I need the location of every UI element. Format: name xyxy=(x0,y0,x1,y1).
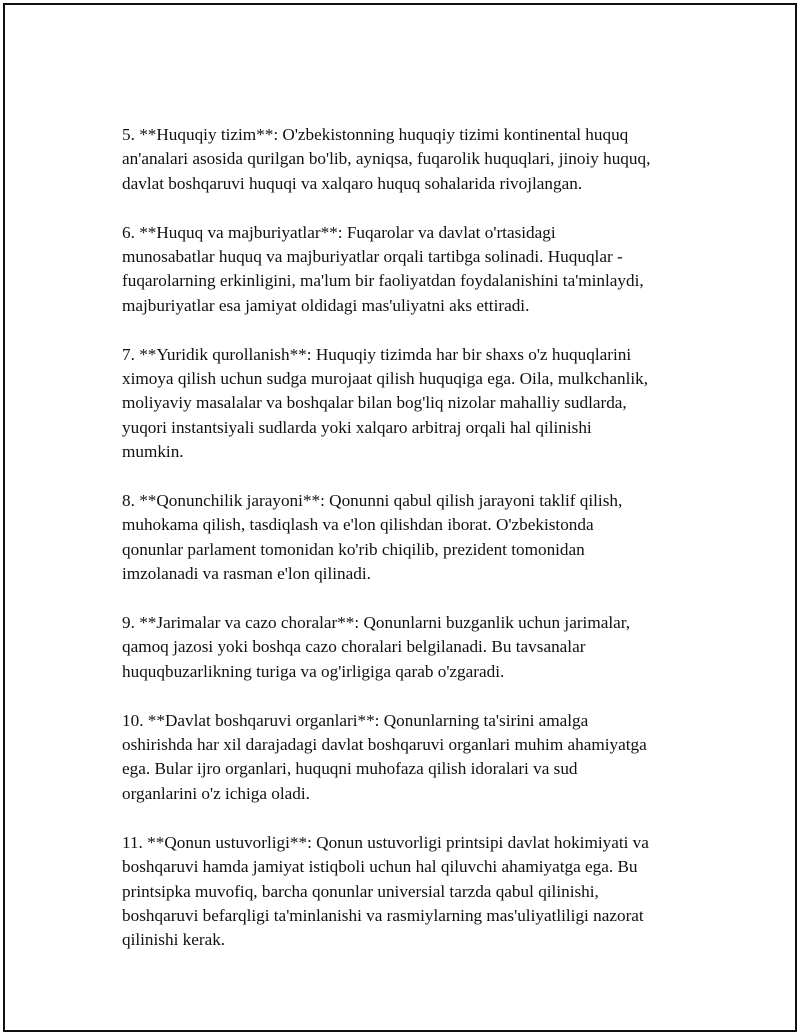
paragraph-6: 6. **Huquq va majburiyatlar**: Fuqarolar va davlat o'rtasidagi munosabatlar huquq va majburiyatlar orqali tartibga solinadi. Huquqlar - fuqarolarning erkinligini, ma'lum bir faoliyatdan foydalanishini ta'minlaydi, majburiyatlar esa jamiyat oldidagi mas'uliyatni aks ettiradi. xyxy=(122,222,644,315)
paragraph-9: 9. **Jarimalar va cazo choralar**: Qonunlarni buzganlik uchun jarimalar, qamoq jazosi yoki boshqa cazo choralari belgilanadi. Bu tavsanalar huquqbuzarlikning turiga va og'irligiga qarab o'zgaradi. xyxy=(122,613,631,681)
paragraph-11: 11. **Qonun ustuvorligi**: Qonun ustuvorligi printsipi davlat hokimiyati va boshqaruvi hamda jamiyat istiqboli uchun hal qiluvchi ahamiyatga ega. Bu printsipka muvofiq, barcha qonunlar universial tarzda qabul qilinishi, boshqaruvi befarqligi ta'minlanishi va rasmiylarning mas'uliyatliligi nazorat qilinishi kerak. xyxy=(122,832,649,950)
paragraph-10: 10. **Davlat boshqaruvi organlari**: Qonunlarning ta'sirini amalga oshirishda har xil darajadagi davlat boshqaruvi organlari muhim ahamiyatga ega. Bular ijro organlari, huquqni muhofaza qilish idoralari va sud organlarini o'z ichiga oladi. xyxy=(122,710,647,803)
page-frame xyxy=(3,3,797,1032)
paragraph-5: 5. **Huquqiy tizim**: O'zbekistonning huquqiy tizimi kontinental huquq an'analari asosida qurilgan bo'lib, ayniqsa, fuqarolik huquqlari, jinoiy huquq, davlat boshqaruvi huquqi va xalqaro huquq sohalarida rivojlangan. xyxy=(122,125,651,193)
paragraph-7: 7. **Yuridik qurollanish**: Huquqiy tizimda har bir shaxs o'z huquqlarini ximoya qilish uchun sudga murojaat qilish huquqiga ega. Oila, mulkchanlik, moliyaviy masalalar va boshqalar bilan bog'liq nizolar mahalliy sudlarda, yuqori instantsiyali sudlarda yoki xalqaro arbitraj orqali hal qilinishi mumkin. xyxy=(122,344,649,462)
paragraph-8: 8. **Qonunchilik jarayoni**: Qonunni qabul qilish jarayoni taklif qilish, muhokama qilish, tasdiqlash va e'lon qilishdan iborat. O'zbekistonda qonunlar parlament tomonidan ko'rib chiqilib, prezident tomonidan imzolanadi va rasman e'lon qilinadi. xyxy=(122,491,623,584)
document-body xyxy=(122,123,697,977)
